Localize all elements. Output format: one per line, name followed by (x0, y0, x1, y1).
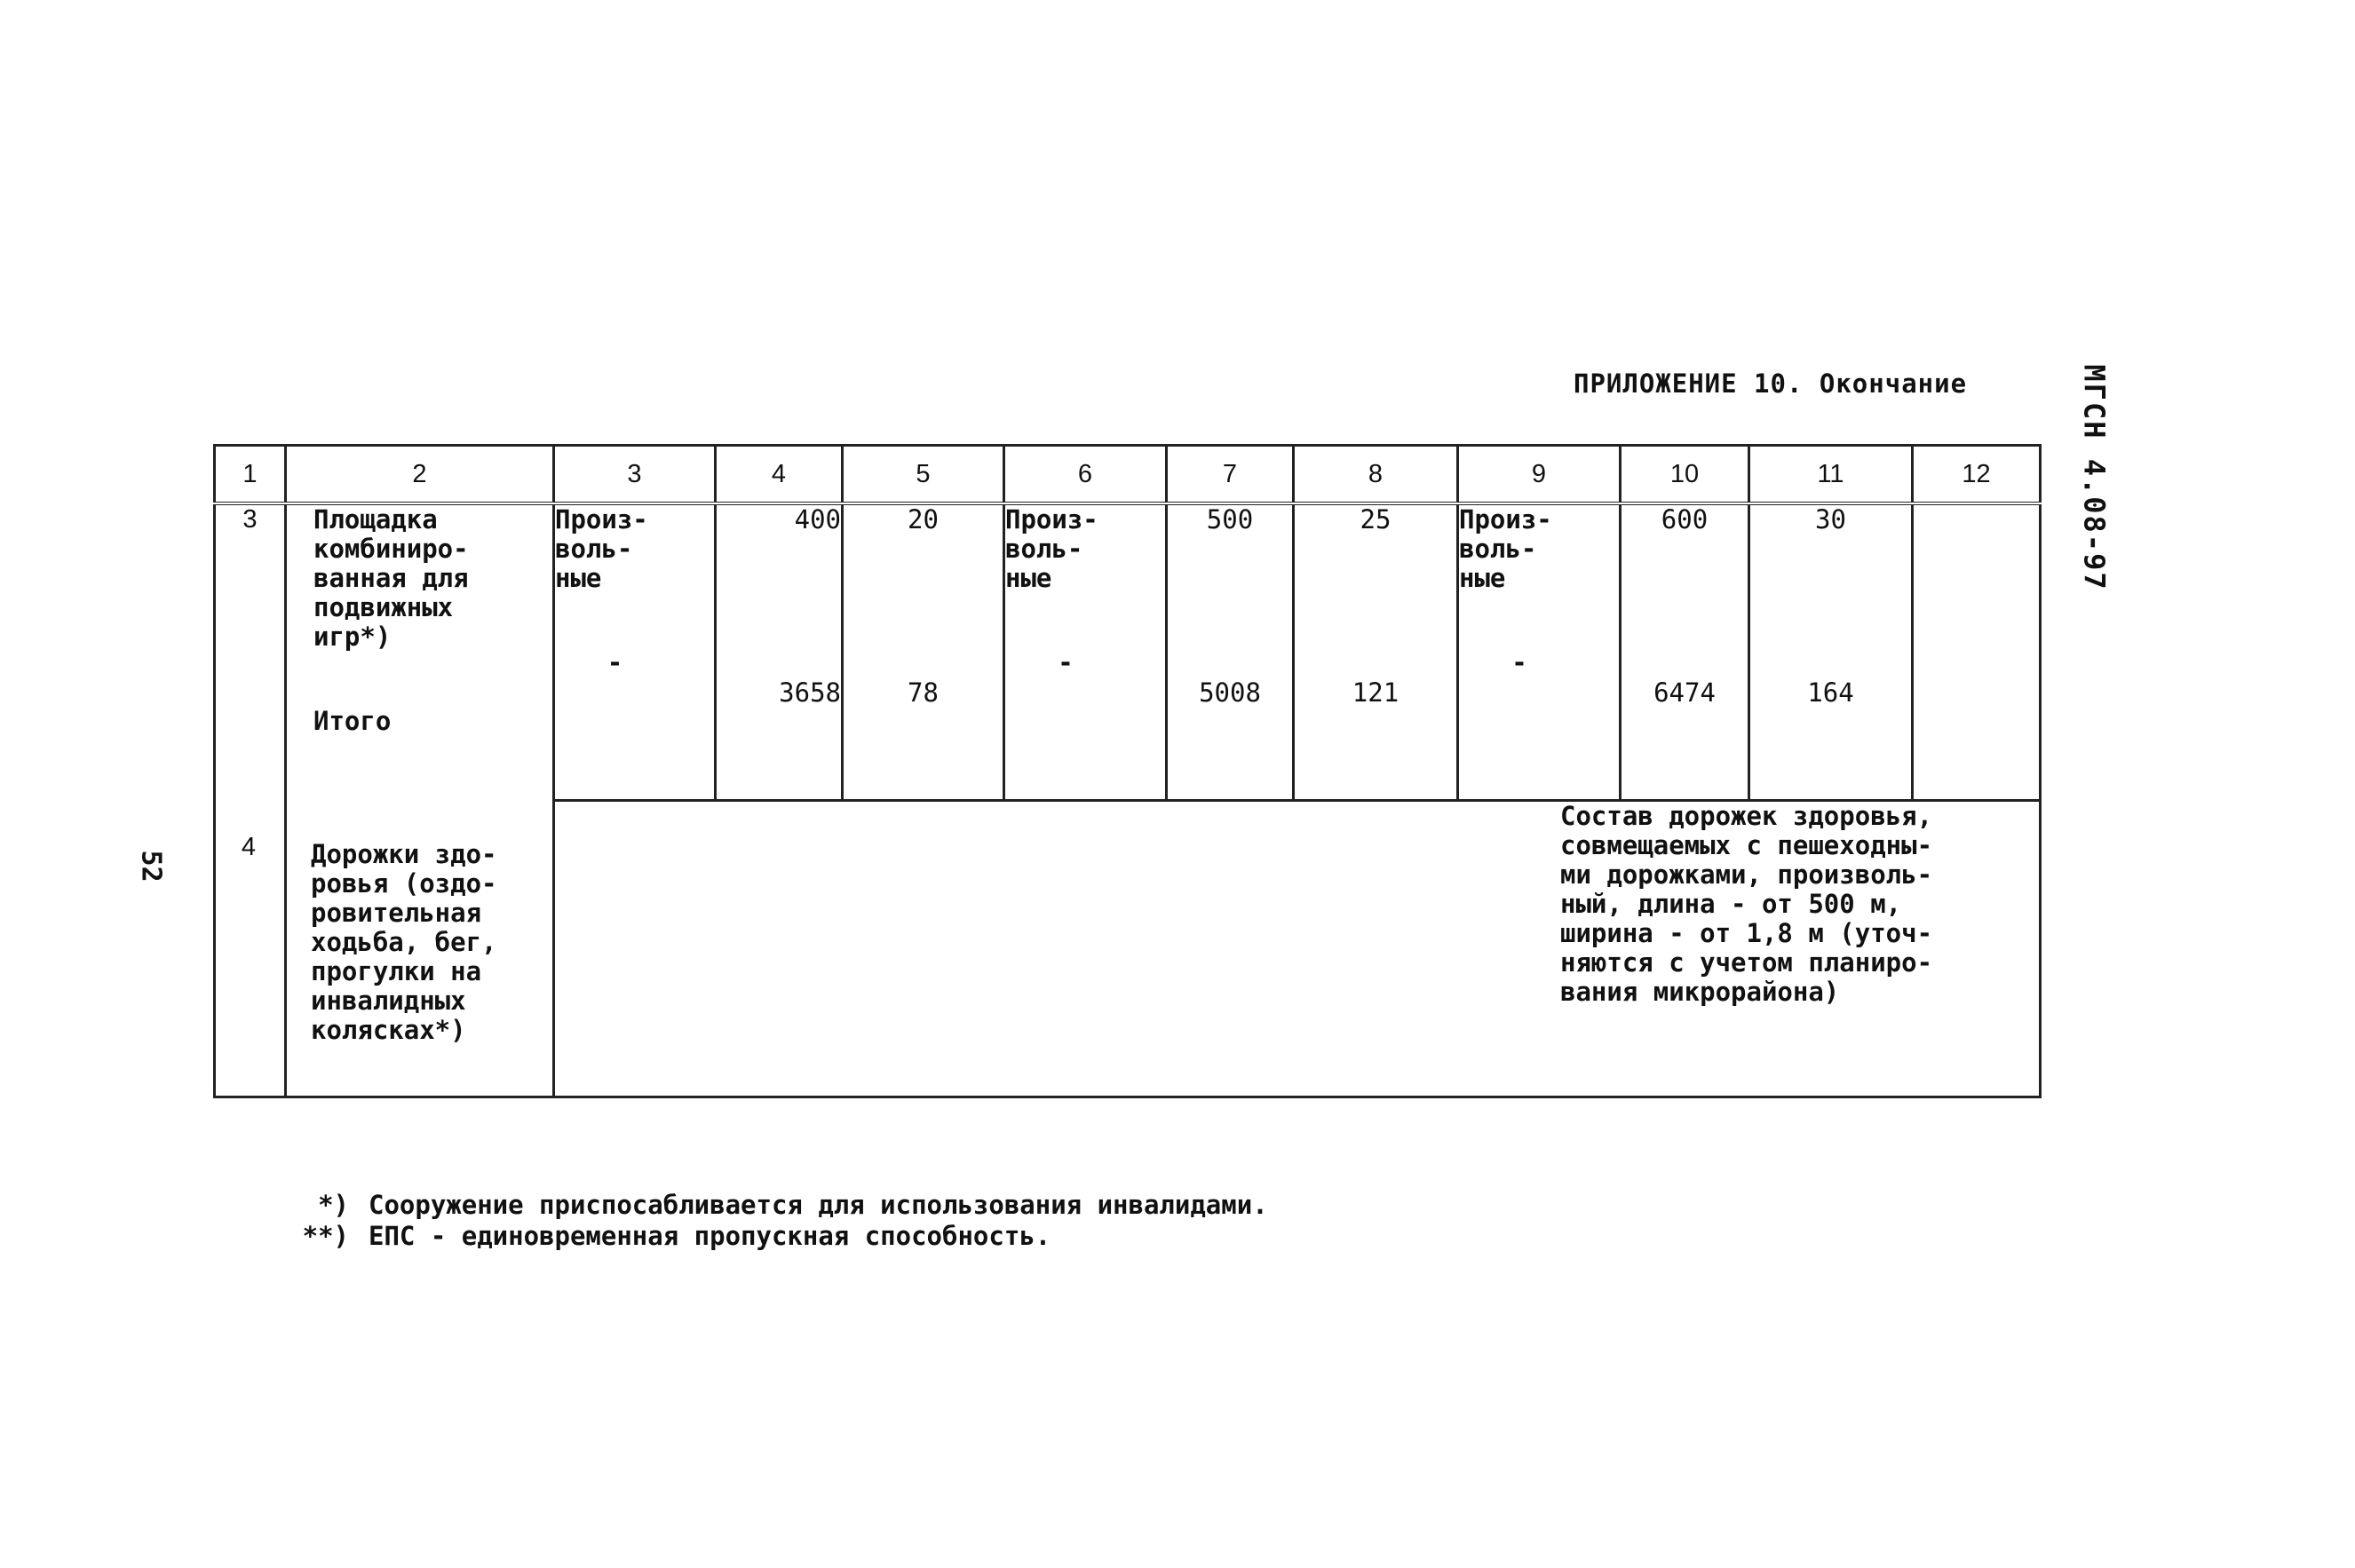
row-number-3: 3 (215, 503, 286, 1097)
row-3-total-label: Итого (313, 706, 392, 736)
row-4-name: Дорожки здо- ровья (оздо- ровительная ходьба, бег, прогулки на инвалидных колясках*) (311, 839, 497, 1045)
row-3-col-8-value: 25 (1360, 504, 1392, 535)
row-3-col-11-total: 164 (1807, 677, 1854, 708)
col-header-11: 11 (1749, 446, 1913, 504)
col-header-5: 5 (843, 446, 1004, 504)
footnote-2-mark: **) (302, 1221, 349, 1251)
row-3-col-3-value: Произ- воль- ные (555, 504, 648, 593)
row-3-name: Площадка комбиниро- ванная для подвижных игр*) (313, 504, 469, 652)
col-header-12: 12 (1913, 446, 2041, 504)
row-3-col-4-value: 400 (794, 504, 841, 535)
row-3-col-12 (1913, 503, 2041, 800)
row-3-col-10-total: 6474 (1653, 677, 1716, 708)
row-3-col-7-value: 500 (1206, 504, 1254, 535)
row-3-col-8 (1294, 503, 1458, 800)
col-header-9: 9 (1458, 446, 1621, 504)
row-4-composition-cell (554, 800, 2041, 1097)
col-header-1: 1 (215, 446, 286, 504)
row-3-col-5-value: 20 (908, 504, 939, 535)
row-3-col-4 (716, 503, 843, 800)
row-3-col-6 (1004, 503, 1167, 800)
row-3-col-9-total: - (1511, 647, 1527, 677)
row-number-4: 4 (241, 833, 257, 861)
footnotes (289, 1190, 1268, 1252)
row-3-col-9 (1458, 503, 1621, 800)
row-3-col-10-value: 600 (1661, 504, 1709, 535)
row-3-col-7 (1167, 503, 1294, 800)
row-3-col-4-total: 3658 (779, 677, 841, 708)
row-3-col-7-total: 5008 (1199, 677, 1261, 708)
footnote-1 (289, 1190, 1268, 1221)
footnote-2 (289, 1221, 1268, 1252)
row-3-col-3-total: - (607, 647, 623, 677)
row-3-col-10 (1621, 503, 1749, 800)
row-3-col-9-value: Произ- воль- ные (1459, 504, 1552, 593)
row-3-col-5 (843, 503, 1004, 800)
document-code-text: МГСН 4.08-97 (2078, 364, 2112, 591)
row-3-col-11-value: 30 (1815, 504, 1846, 535)
table-row-3 (215, 503, 2041, 800)
page-number (129, 848, 173, 883)
row-4-composition: Состав дорожек здоровья, совмещаемых с пешеходны- ми дорожками, произволь- ный, длина - от 500 м, ширина - от 1,8 м (уточ- няются с учетом планиро- вания микрорайона) (1560, 800, 1933, 1007)
row-3-col-11 (1749, 503, 1913, 800)
row-3-col-6-total: - (1058, 647, 1074, 677)
document-code (2064, 362, 2126, 593)
col-header-3: 3 (554, 446, 716, 504)
col-header-8: 8 (1294, 446, 1458, 504)
col-header-7: 7 (1167, 446, 1294, 504)
page-number-text: 52 (135, 849, 167, 883)
row-3-col-5-total: 78 (908, 677, 939, 708)
col-header-2: 2 (286, 446, 554, 504)
appendix-title: ПРИЛОЖЕНИЕ 10. Окончание (1574, 368, 1968, 399)
footnote-1-text: Сооружение приспосабливается для использования инвалидами. (369, 1190, 1268, 1220)
col-header-4: 4 (716, 446, 843, 504)
footnote-1-mark: *) (318, 1190, 349, 1220)
col-header-6: 6 (1004, 446, 1167, 504)
row-3-col-3 (554, 503, 716, 800)
header-row (215, 446, 2041, 504)
row-3-col-8-total: 121 (1352, 677, 1400, 708)
row-3-col-6-value: Произ- воль- ные (1005, 504, 1098, 593)
footnote-2-text: ЕПС - единовременная пропускная способность. (369, 1221, 1051, 1251)
col-header-10: 10 (1621, 446, 1749, 504)
